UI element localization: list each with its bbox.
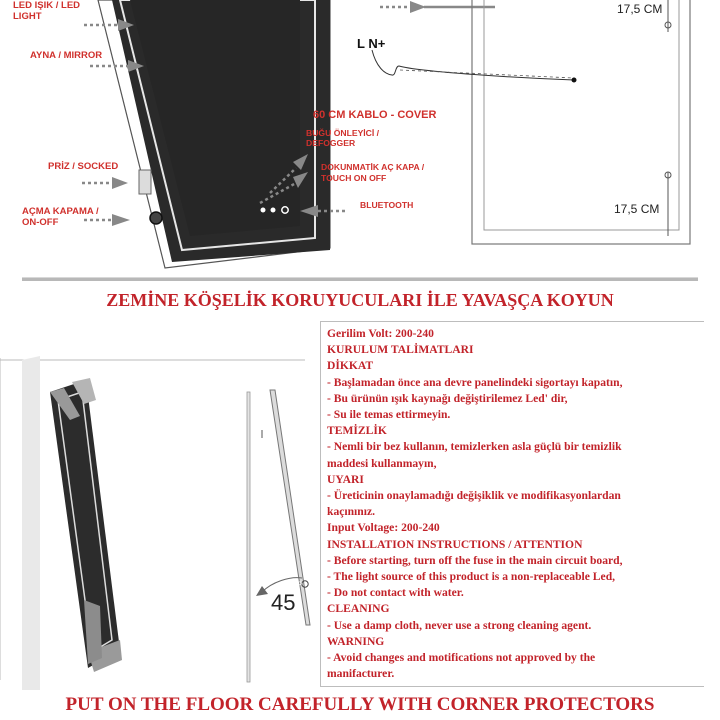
angle-unit: °	[297, 578, 303, 594]
onoff-label-line-1: AÇMA KAPAMA /	[22, 206, 99, 217]
power-button-icon	[150, 212, 162, 224]
separator-rule	[22, 277, 698, 281]
angle-value: 45	[271, 590, 296, 615]
defogger-touch-icon	[261, 208, 266, 213]
instruction-line: maddesi kullanmayın,	[327, 456, 437, 470]
instruction-line: - Before starting, turn off the fuse in the main circuit board,	[327, 553, 623, 567]
instruction-line: - Su ile temas ettirmeyin.	[327, 408, 451, 422]
mirror-side-profile	[247, 390, 310, 682]
instructions-box	[320, 321, 704, 687]
instruction-line: - Başlamadan önce ana devre panelindeki sigortayı kapatın,	[327, 375, 623, 389]
touch-label-line-1: DOKUNMATİK AÇ KAPA /	[321, 162, 425, 172]
socket-label: PRİZ / SOCKED	[48, 161, 119, 172]
instruction-line: INSTALLATION INSTRUCTIONS / ATTENTION	[327, 537, 583, 551]
instruction-line: Gerilim Volt: 200-240	[327, 327, 434, 340]
onoff-label-line-2: ON-OFF	[22, 217, 59, 228]
defogger-label-line-1: BUĞU ÖNLEYİCİ /	[306, 128, 380, 138]
instruction-line: - Avoid changes and motifications not approved by the	[327, 651, 596, 665]
dim-top: 17,5 CM	[617, 2, 663, 16]
mirror-front-drawing	[98, 0, 330, 268]
heading-english: PUT ON THE FLOOR CAREFULLY WITH CORNER PROTECTORS	[65, 694, 655, 715]
onoff-label	[22, 206, 99, 228]
instruction-line: - Nemli bir bez kullanın, temizlerken asla güçlü bir temizlik	[327, 440, 622, 454]
instruction-line: CLEANING	[327, 602, 390, 616]
instruction-line: WARNING	[327, 634, 385, 648]
light-touch-icon	[271, 208, 276, 213]
instruction-line: TEMİZLİK	[327, 424, 387, 438]
heading-turkish: ZEMİNE KÖŞELİK KORUYUCULARI İLE YAVAŞÇA KOYUN	[106, 290, 614, 310]
touch-label-line-2: TOUCH ON OFF	[321, 173, 387, 183]
touch-label	[321, 162, 424, 184]
defogger-label	[306, 128, 379, 148]
socket-icon	[139, 170, 151, 194]
defogger-label-line-2: DEFOGGER	[306, 138, 356, 148]
instruction-line: kaçınınız.	[327, 505, 375, 519]
cable-label: 60 CM KABLO - COVER	[313, 109, 437, 121]
instruction-line: - The light source of this product is a non-replaceable Led,	[327, 570, 616, 584]
led-label	[13, 0, 80, 22]
mirror-label: AYNA / MIRROR	[30, 50, 103, 61]
dim-bottom: 17,5 CM	[614, 202, 660, 216]
instruction-line: UYARI	[327, 472, 364, 486]
led-label-line-1: LED IŞIK / LED	[13, 0, 81, 11]
instruction-line: Input Voltage: 200-240	[327, 521, 440, 535]
instruction-line: KURULUM TALİMATLARI	[327, 343, 474, 357]
instruction-line: DİKKAT	[327, 359, 374, 373]
mirror-lean-drawing	[0, 356, 305, 690]
led-label-line-2: LIGHT	[13, 11, 42, 22]
bluetooth-label: BLUETOOTH	[360, 200, 414, 210]
instruction-line: - Bu ürünün ışık kaynağı değiştirilemez Led' dir,	[327, 391, 568, 405]
instruction-line: manifacturer.	[327, 667, 395, 681]
instruction-line: - Use a damp cloth, never use a strong cleaning agent.	[327, 618, 592, 632]
instruction-line: - Do not contact with water.	[327, 586, 464, 600]
power-terminal-label: L N+	[357, 36, 386, 51]
instruction-line: - Üreticinin onaylamadığı değişiklik ve modifikasyonlardan	[327, 489, 621, 503]
